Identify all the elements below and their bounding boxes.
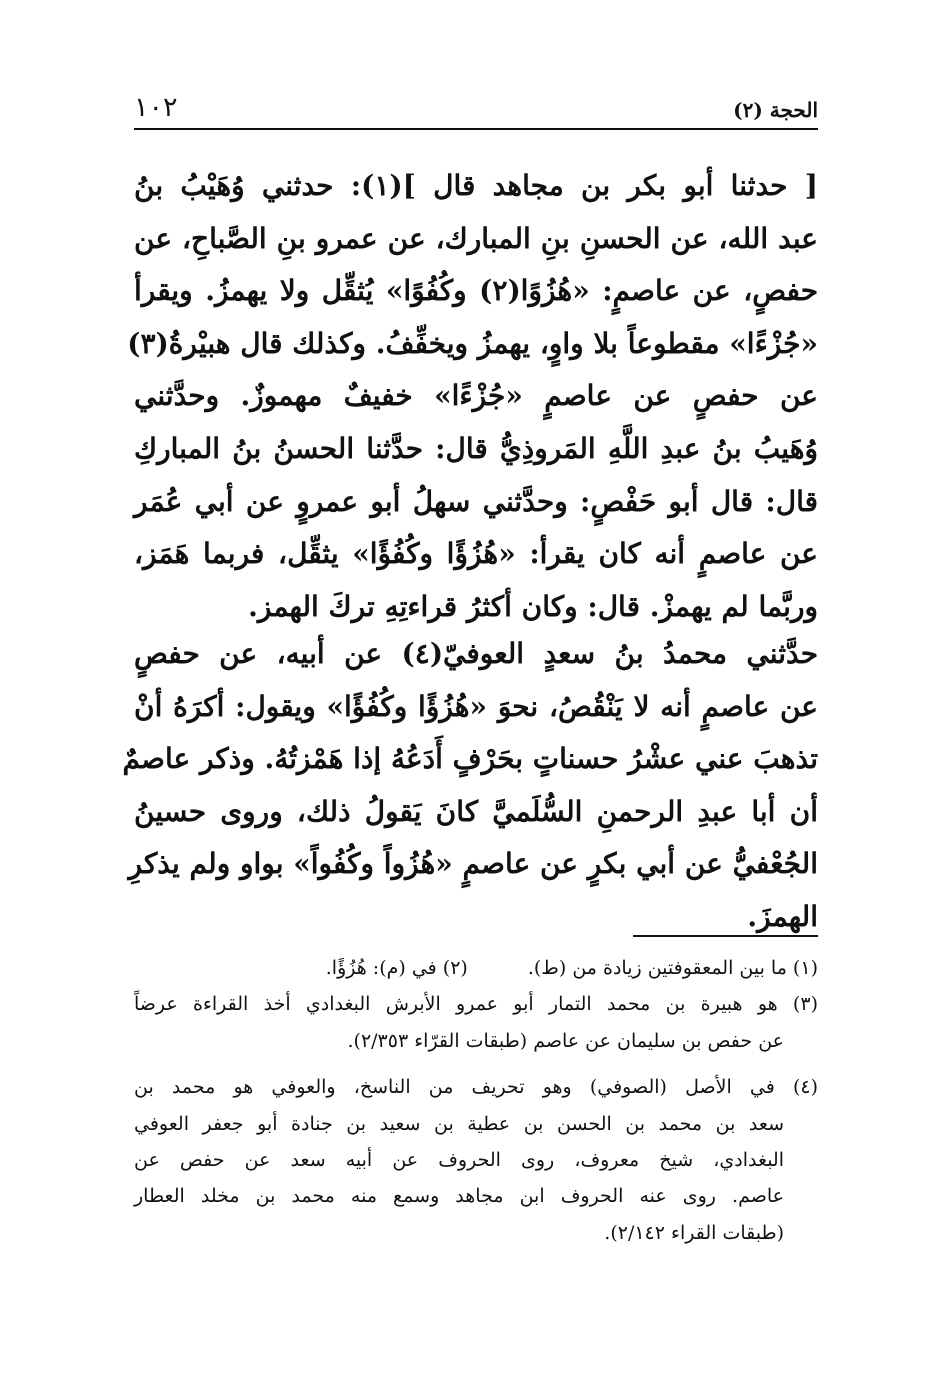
text-line: عن عاصمٍ أنه لا يَنْقُصُ، نحوَ «هُزُؤًا وكُفُؤًا» ويقول: أكرَهُ أنْ: [134, 689, 818, 723]
footnote-4-line: (٤) في الأصل (الصوفي) وهو تحريف من الناسخ، والعوفي هو محمد بن: [134, 1076, 818, 1099]
text-line: أن أبا عبدِ الرحمنِ السُّلَميَّ كانَ يَقولُ ذلك، وروى حسينُ: [134, 794, 818, 828]
text-line: [ حدثنا أبو بكر بن مجاهد قال ](١): حدثني وُهَيْبُ بنُ: [134, 169, 818, 202]
footnote-1: (١) ما بين المعقوفتين زيادة من (ط).: [527, 957, 818, 979]
footnotes: [134, 950, 818, 1251]
text-line: وُهَيبُ بنُ عبدِ اللَّهِ المَروذِيُّ قال: حدَّثنا الحسنُ بنُ المباركِ: [134, 431, 818, 465]
text-line: عن حفصٍ عن عاصمٍ «جُزْءًا» خفيفٌ مهموزٌ. وحدَّثني: [134, 379, 818, 413]
text-line: عن عاصمٍ أنه كان يقرأ: «هُزُؤًا وكُفُؤًا» يثقِّل، فربما هَمَز،: [134, 537, 818, 571]
text-line: تذهبَ عني عشْرُ حسناتٍ بحَرْفٍ أَدَعُهُ إذا هَمْزتُهُ. وذكر عاصمٌ: [122, 742, 818, 776]
footnote-row: [134, 950, 818, 986]
paragraph-1: [127, 160, 819, 633]
text-line: «جُزْءًا» مقطوعاً بلا واوٍ، يهمزُ ويخفِّفُ. وكذلك قال هبيْرةُ(٣): [127, 326, 818, 360]
footnote-4-line: سعد بن محمد بن الحسن بن عطية بن سعيد بن جنادة أبو جعفر العوفي: [134, 1112, 784, 1135]
text-line: حدَّثني محمدُ بنُ سعدٍ العوفيّ(٤) عن أبيه، عن حفصٍ: [134, 637, 818, 670]
text-line: الجُعْفيُّ عن أبي بكرٍ عن عاصمٍ «هُزُواً وكُفُواً» بواو ولم يذكرِ: [128, 847, 818, 881]
page-number: ١٠٢: [134, 92, 178, 123]
footnote-4-line: (طبقات القراء ٢/١٤٢).: [604, 1221, 784, 1244]
footnote-separator: [633, 935, 818, 937]
text-line: حفصٍ، عن عاصمٍ: «هُزُوًا(٢) وكُفُوًا» يُثقِّل ولا يهمزُ. ويقرأ: [134, 274, 819, 308]
text-line: وربَّما لم يهمزْ. قال: وكان أكثرُ قراءتِهِ تركَ الهمز.: [248, 589, 818, 623]
running-title: الحجة (٢): [733, 98, 818, 122]
footnote-3-line: (٣) هو هبيرة بن محمد التمار أبو عمرو الأبرش البغدادي أخذ القراءة عرضاً: [134, 993, 818, 1016]
text-line: الهمزَ.: [747, 899, 818, 933]
footnote-3-line: عن حفص بن سليمان عن عاصم (طبقات القرّاء ٢/٣٥٣).: [347, 1029, 784, 1052]
paragraph-2: [122, 628, 818, 944]
footnote-4-line: البغدادي، شيخ معروف، روى الحروف عن أبيه سعد عن حفص عن: [134, 1149, 784, 1172]
text-line: قال: قال أبو حَفْصٍ: وحدَّثني سهلُ أبو عمروٍ عن أبي عُمَر: [134, 484, 818, 518]
footnote-4-line: عاصم. روى عنه الحروف ابن مجاهد وسمع منه محمد بن مخلد العطار: [134, 1185, 784, 1208]
running-header: [134, 88, 818, 130]
footnote-2: (٢) في (م): هُزُؤًا.: [325, 957, 468, 979]
text-line: عبد الله، عن الحسنِ بنِ المبارك، عن عمرو بنِ الصَّباحِ، عن: [134, 221, 818, 255]
